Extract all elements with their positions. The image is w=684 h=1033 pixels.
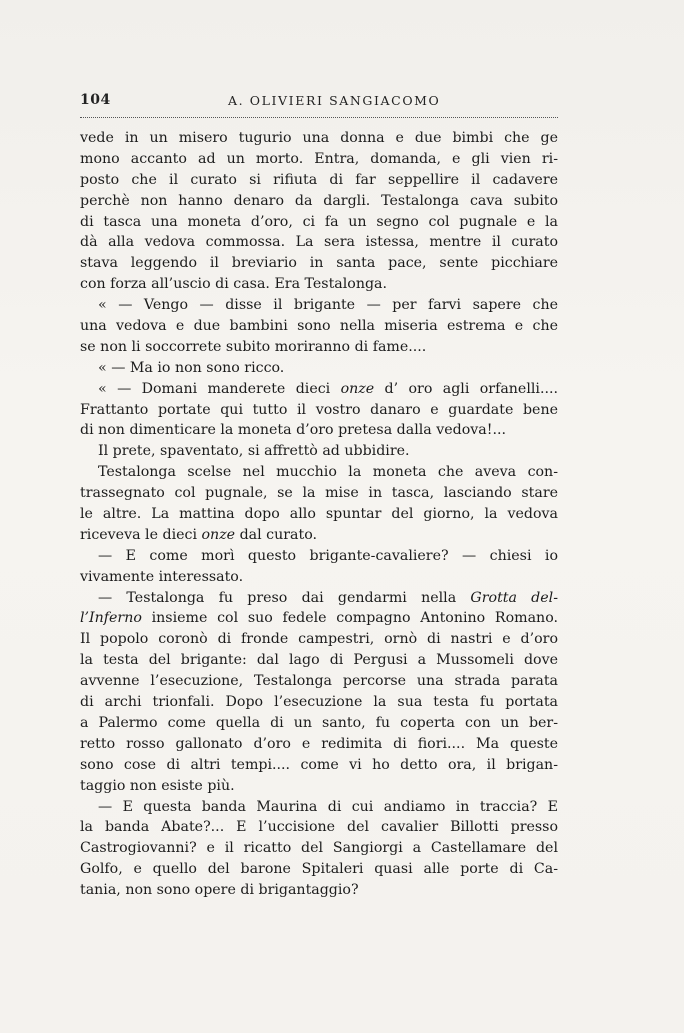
text-line: « — Domani manderete dieci onze d’ oro agli orfanelli.... [98, 380, 558, 397]
text-line: vede in un misero tugurio una donna e due bimbi che ge [80, 130, 558, 146]
text-line: avvenne l’esecuzione, Testalonga percorse una strada parata [80, 673, 558, 690]
text-line: Castrogiovanni? e il ricatto del Sangiorgi a Castellamare del [80, 840, 558, 857]
text-line: — Testalonga fu preso dai gendarmi nella Grotta del- [98, 589, 558, 606]
text-line: l’Inferno insieme col suo fedele compagno Antonino Romano. [80, 610, 558, 627]
page-header [80, 90, 558, 114]
text-line: riceveva le dieci onze dal curato. [80, 526, 318, 543]
text-line: le altre. La mattina dopo allo spuntar del giorno, la vedova [80, 506, 558, 523]
header-rule [80, 117, 558, 118]
text-line: perchè non hanno denaro da dargli. Testalonga cava subito [80, 192, 558, 209]
text-line: di archi trionfali. Dopo l’esecuzione la sua testa fu portata [80, 694, 558, 711]
text-line: la testa del brigante: dal lago di Pergusi a Mussomeli dove [80, 652, 558, 669]
text-line: di non dimenticare la moneta d’oro pretesa dalla vedova!... [80, 422, 506, 439]
text-line: mono accanto ad un morto. Entra, domanda, e gli vien ri- [80, 150, 558, 167]
text-line: Testalonga scelse nel mucchio la moneta che aveva con- [98, 464, 558, 481]
text-line: Il prete, spaventato, si affrettò ad ubbidire. [98, 443, 410, 460]
text-line: Il popolo coronò di fronde campestri, ornò di nastri e d’oro [80, 631, 558, 648]
page-number: 104 [80, 92, 111, 108]
text-line: a Palermo come quella di un santo, fu coperta con un ber- [80, 714, 558, 731]
text-line: sono cose di altri tempi.... come vi ho detto ora, il brigan- [80, 756, 558, 773]
text-line: taggio non esiste più. [80, 777, 235, 794]
text-line: la banda Abate?... E l’uccisione del cavalier Billotti presso [80, 819, 558, 836]
text-line: « — Vengo — disse il brigante — per farvi sapere che [98, 297, 558, 314]
text-line: se non li soccorrete subito moriranno di fame.... [80, 338, 427, 355]
text-line: di tasca una moneta d’oro, ci fa un segno col pugnale e la [80, 213, 558, 230]
text-line: una vedova e due bambini sono nella miseria estrema e che [80, 318, 558, 335]
text-line: vivamente interessato. [80, 568, 244, 585]
running-head: A. OLIVIERI SANGIACOMO [228, 93, 441, 108]
text-line: dà alla vedova commossa. La sera istessa, mentre il curato [80, 234, 558, 251]
text-line: « — Ma io non sono ricco. [98, 359, 285, 376]
text-line: Frattanto portate qui tutto il vostro danaro e guardate bene [80, 401, 558, 418]
body-text [80, 128, 558, 901]
text-line: posto che il curato si rifiuta di far seppellire il cadavere [80, 171, 558, 188]
text-line: — E come morì questo brigante-cavaliere? — chiesi io [98, 547, 558, 564]
text-line: Golfo, e quello del barone Spitaleri quasi alle porte di Ca- [80, 861, 558, 878]
text-line: trassegnato col pugnale, se la mise in tasca, lasciando stare [80, 485, 558, 502]
text-line: tania, non sono opere di brigantaggio? [80, 882, 359, 899]
text-line: stava leggendo il breviario in santa pace, sente picchiare [80, 255, 558, 272]
text-line: — E questa banda Maurina di cui andiamo in traccia? E [98, 798, 558, 815]
text-line: con forza all’uscio di casa. Era Testalonga. [80, 276, 388, 293]
text-line: retto rosso gallonato d’oro e redimita di fiori.... Ma queste [80, 735, 558, 752]
